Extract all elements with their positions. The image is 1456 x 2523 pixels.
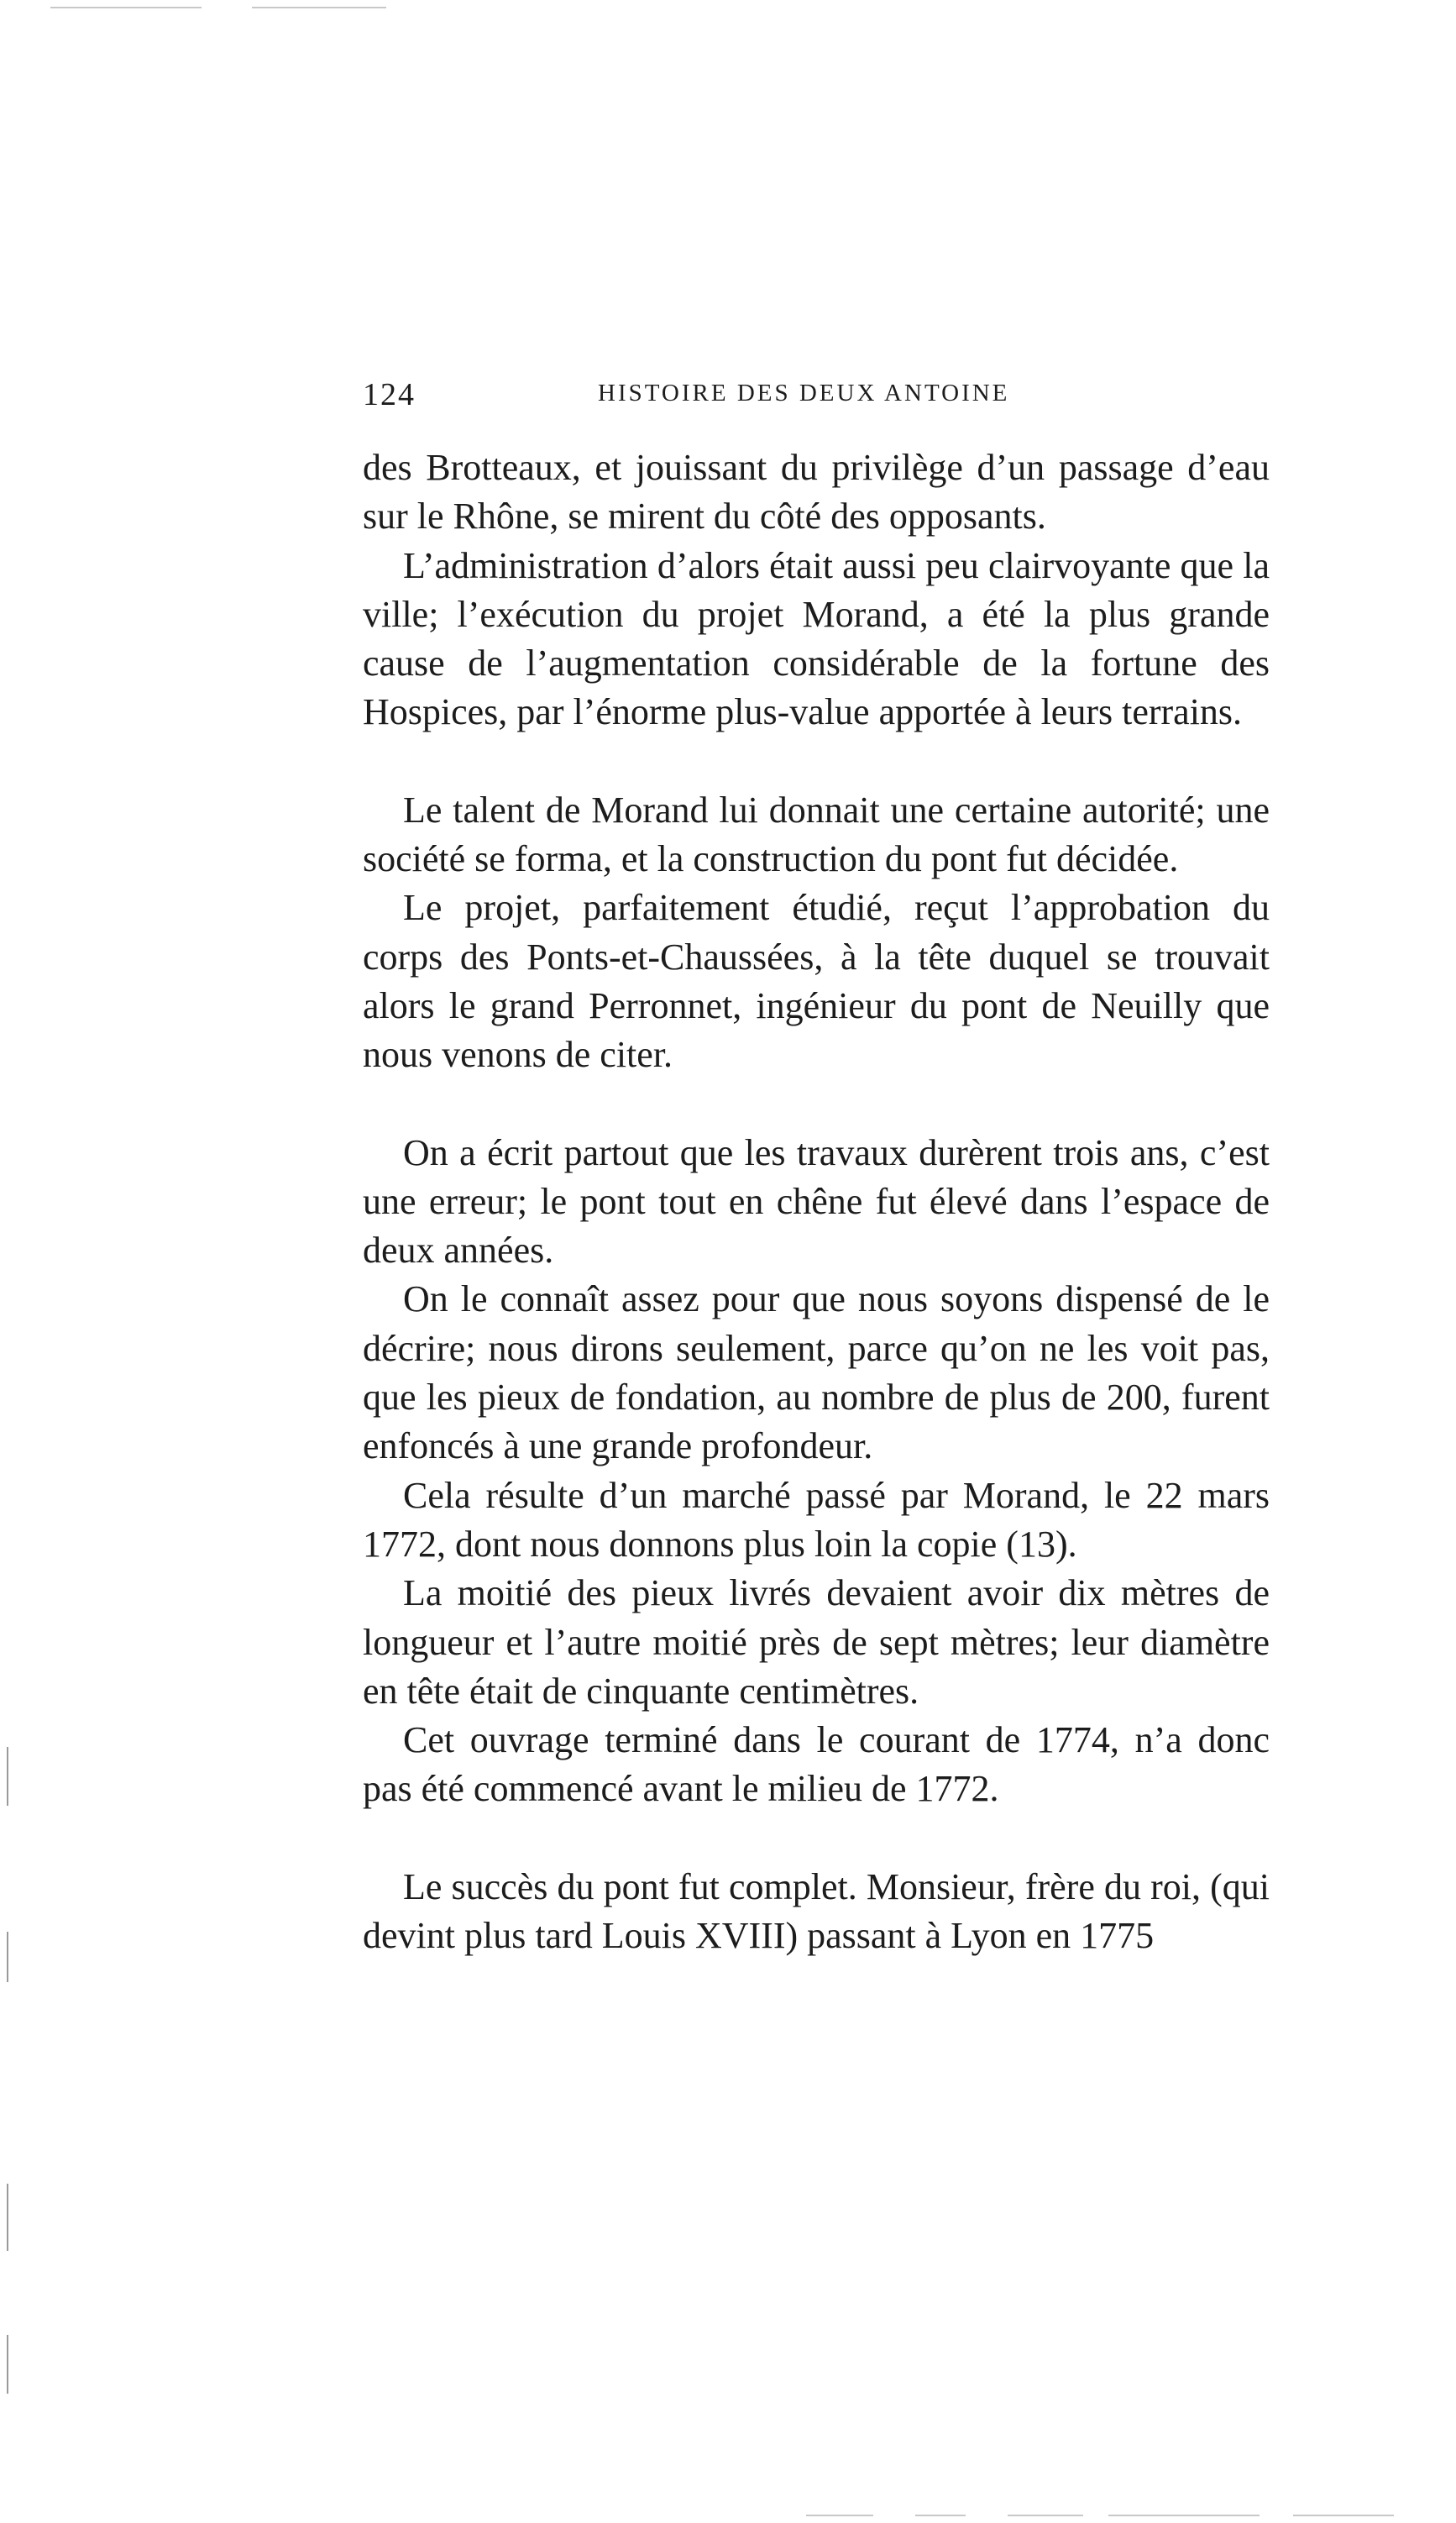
paragraph: La moitié des pieux livrés devaient avoir dix mètres de longueur et l’autre moitié près de sept mètres; leur diamètre en tête était de cinquante centimètres.: [363, 1572, 1270, 1712]
left-edge-mark: [7, 2184, 8, 2251]
paragraph: On le connaît assez pour que nous soyons dispensé de le décrire; nous dirons seulement, parce qu’on ne les voit pas, que les pieux de fondation, au nombre de plus de 200, furent enfoncés à une grande profondeur.: [363, 1278, 1270, 1467]
left-edge-mark: [7, 1932, 8, 1982]
paragraph: Le projet, parfaitement étudié, reçut l’approbation du corps des Ponts-et-Chaussées, à la tête duquel se trouvait alors le grand Perronnet, ingénieur du pont de Neuilly que nous venons de citer.: [363, 887, 1270, 1076]
bottom-edge-mark: [1108, 2515, 1260, 2516]
paragraph: Cela résulte d’un marché passé par Morand, le 22 mars 1772, dont nous donnons plus loin la copie (13).: [363, 1474, 1270, 1565]
paragraph: des Brotteaux, et jouissant du privilège d’un passage d’eau sur le Rhône, se mirent du côté des opposants.: [363, 447, 1270, 538]
running-head: [363, 376, 1270, 427]
paragraph: Le succès du pont fut complet. Monsieur, frère du roi, (qui devint plus tard Louis XVIII) passant à Lyon en 1775: [363, 1865, 1270, 1957]
left-edge-mark: [7, 1747, 8, 1806]
bottom-edge-mark: [1293, 2515, 1394, 2516]
running-title: HISTOIRE DES DEUX ANTOINE: [598, 380, 1010, 407]
page-number: 124: [363, 377, 416, 412]
bottom-edge-mark: [1008, 2515, 1083, 2516]
bottom-edge-mark: [806, 2515, 873, 2516]
body-text: [363, 443, 1270, 1960]
paragraph: L’administration d’alors était aussi peu clairvoyante que la ville; l’exécution du projet Morand, a été la plus grande cause de l’augmentation considérable de la fortune des Hospices, par l’énorme plus-value apportée à leurs terrains.: [363, 544, 1270, 733]
paragraph: Le talent de Morand lui donnait une certaine autorité; une société se forma, et la construction du pont fut décidée.: [363, 789, 1270, 880]
paragraph: On a écrit partout que les travaux durèrent trois ans, c’est une erreur; le pont tout en chêne fut élevé dans l’espace de deux années.: [363, 1131, 1270, 1272]
bottom-edge-mark: [915, 2515, 966, 2516]
top-edge-mark: [50, 7, 202, 8]
paragraph: Cet ouvrage terminé dans le courant de 1774, n’a donc pas été commencé avant le milieu de 1772.: [363, 1719, 1270, 1810]
left-edge-mark: [7, 2335, 8, 2394]
top-edge-mark: [252, 7, 386, 8]
